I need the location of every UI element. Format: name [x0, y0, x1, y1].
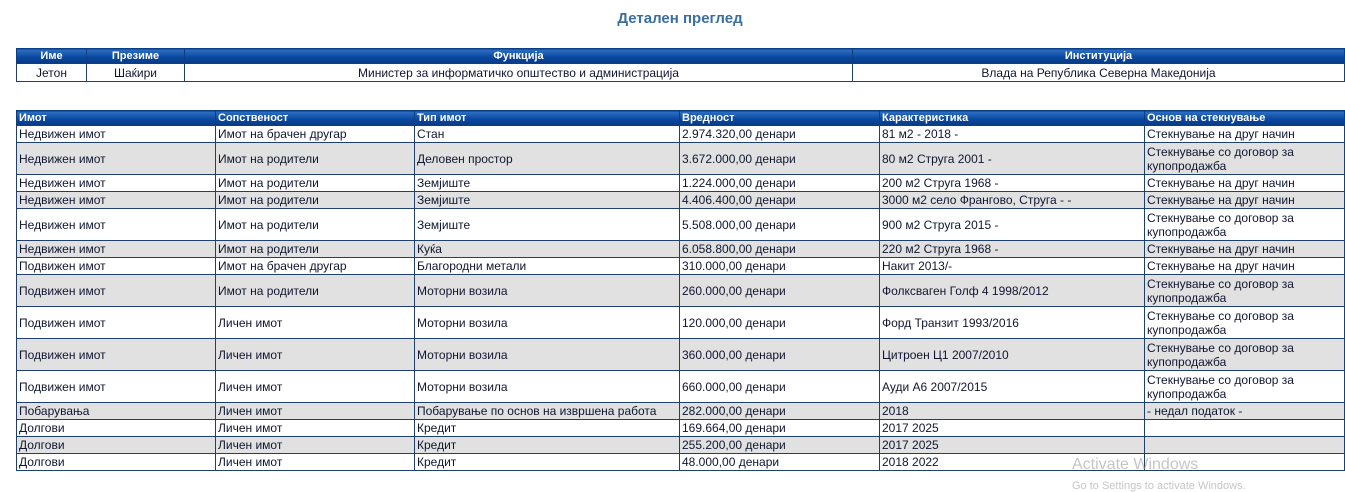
cell-asset-type: Моторни возила	[415, 339, 680, 371]
cell-acquisition-basis: Стекнување со договор за купопродажба	[1145, 143, 1345, 175]
cell-ownership: Имот на брачен другар	[216, 258, 415, 275]
table-row	[17, 241, 1345, 258]
asset-table	[16, 110, 1345, 471]
table-row	[17, 420, 1345, 437]
table-row	[17, 126, 1345, 143]
table-row	[17, 209, 1345, 241]
cell-value: 360.000,00 денари	[680, 339, 880, 371]
cell-ownership: Личен имот	[216, 403, 415, 420]
cell-asset: Подвижен имот	[17, 275, 216, 307]
cell-asset: Недвижен имот	[17, 192, 216, 209]
activate-windows-subtitle: Go to Settings to activate Windows.	[1072, 480, 1246, 492]
official-info-table	[16, 48, 1345, 82]
cell-asset: Подвижен имот	[17, 371, 216, 403]
table-row	[17, 175, 1345, 192]
cell-characteristic: Форд Транзит 1993/2016	[880, 307, 1145, 339]
cell-asset-type: Моторни возила	[415, 371, 680, 403]
cell-ownership: Имот на родители	[216, 275, 415, 307]
cell-ownership: Личен имот	[216, 339, 415, 371]
cell-characteristic: 200 м2 Струга 1968 -	[880, 175, 1145, 192]
cell-asset: Подвижен имот	[17, 339, 216, 371]
cell-acquisition-basis: Стекнување со договор за купопродажба	[1145, 209, 1345, 241]
cell-characteristic: 3000 м2 село Франгово, Струга - -	[880, 192, 1145, 209]
table-row	[17, 192, 1345, 209]
cell-ownership: Имот на родители	[216, 192, 415, 209]
cell-asset-type: Моторни возила	[415, 307, 680, 339]
cell-asset: Долгови	[17, 454, 216, 471]
cell-acquisition-basis: Стекнување на друг начин	[1145, 126, 1345, 143]
header-first-name: Име	[17, 49, 87, 64]
header-asset-type: Тип имот	[415, 111, 680, 126]
cell-ownership: Имот на родители	[216, 209, 415, 241]
cell-value: 3.672.000,00 денари	[680, 143, 880, 175]
cell-acquisition-basis: - недал податок -	[1145, 403, 1345, 420]
cell-value: 260.000,00 денари	[680, 275, 880, 307]
cell-value: 4.406.400,00 денари	[680, 192, 880, 209]
official-header-row	[17, 49, 1345, 64]
cell-characteristic: Фолксваген Голф 4 1998/2012	[880, 275, 1145, 307]
cell-value: 2.974.320,00 денари	[680, 126, 880, 143]
official-row	[17, 64, 1345, 82]
cell-value: 169.664,00 денари	[680, 420, 880, 437]
asset-header-row	[17, 111, 1345, 126]
table-row	[17, 307, 1345, 339]
cell-value: 310.000,00 денари	[680, 258, 880, 275]
header-last-name: Презиме	[87, 49, 185, 64]
cell-acquisition-basis: Стекнување на друг начин	[1145, 241, 1345, 258]
header-value: Вредност	[680, 111, 880, 126]
header-institution: Институција	[853, 49, 1345, 64]
cell-asset-type: Кредит	[415, 420, 680, 437]
cell-asset: Недвижен имот	[17, 175, 216, 192]
cell-asset-type: Земјиште	[415, 192, 680, 209]
header-ownership: Сопственост	[216, 111, 415, 126]
cell-characteristic: Накит 2013/-	[880, 258, 1145, 275]
cell-characteristic: 2018 2022	[880, 454, 1145, 471]
activate-windows-watermark: Activate Windows	[1072, 456, 1199, 473]
table-row	[17, 258, 1345, 275]
cell-asset-type: Куќа	[415, 241, 680, 258]
cell-asset: Побарувања	[17, 403, 216, 420]
cell-value: 660.000,00 денари	[680, 371, 880, 403]
cell-ownership: Имот на родители	[216, 143, 415, 175]
table-row	[17, 339, 1345, 371]
cell-asset: Недвижен имот	[17, 143, 216, 175]
cell-characteristic: Цитроен Ц1 2007/2010	[880, 339, 1145, 371]
cell-asset: Недвижен имот	[17, 241, 216, 258]
cell-asset-type: Земјиште	[415, 209, 680, 241]
cell-ownership: Имот на родители	[216, 241, 415, 258]
cell-acquisition-basis	[1145, 454, 1345, 471]
cell-characteristic: 900 м2 Струга 2015 -	[880, 209, 1145, 241]
table-row	[17, 454, 1345, 471]
cell-last-name: Шаќири	[87, 64, 185, 82]
cell-acquisition-basis	[1145, 437, 1345, 454]
page-title: Детален преглед	[617, 10, 743, 27]
table-row	[17, 275, 1345, 307]
cell-acquisition-basis: Стекнување со договор за купопродажба	[1145, 307, 1345, 339]
header-asset: Имот	[17, 111, 216, 126]
table-row	[17, 143, 1345, 175]
header-acquisition-basis: Основ на стекнување	[1145, 111, 1345, 126]
table-row	[17, 403, 1345, 420]
cell-asset-type: Деловен простор	[415, 143, 680, 175]
cell-ownership: Личен имот	[216, 371, 415, 403]
cell-acquisition-basis: Стекнување со договор за купопродажба	[1145, 339, 1345, 371]
cell-characteristic: 2017 2025	[880, 437, 1145, 454]
cell-acquisition-basis: Стекнување со договор за купопродажба	[1145, 275, 1345, 307]
header-characteristic: Карактеристика	[880, 111, 1145, 126]
header-function: Функција	[185, 49, 853, 64]
cell-characteristic: Ауди А6 2007/2015	[880, 371, 1145, 403]
cell-characteristic: 80 м2 Струга 2001 -	[880, 143, 1145, 175]
cell-asset-type: Земјиште	[415, 175, 680, 192]
cell-value: 48.000,00 денари	[680, 454, 880, 471]
cell-asset-type: Стан	[415, 126, 680, 143]
table-row	[17, 437, 1345, 454]
cell-characteristic: 81 м2 - 2018 -	[880, 126, 1145, 143]
cell-asset: Недвижен имот	[17, 209, 216, 241]
cell-ownership: Имот на родители	[216, 175, 415, 192]
cell-characteristic: 2018	[880, 403, 1145, 420]
cell-first-name: Јетон	[17, 64, 87, 82]
cell-asset: Подвижен имот	[17, 258, 216, 275]
cell-asset-type: Кредит	[415, 454, 680, 471]
cell-function: Министер за информатичко општество и администрација	[185, 64, 853, 82]
table-row	[17, 371, 1345, 403]
cell-ownership: Личен имот	[216, 454, 415, 471]
cell-characteristic: 2017 2025	[880, 420, 1145, 437]
cell-acquisition-basis: Стекнување на друг начин	[1145, 192, 1345, 209]
cell-value: 120.000,00 денари	[680, 307, 880, 339]
cell-value: 255.200,00 денари	[680, 437, 880, 454]
cell-value: 6.058.800,00 денари	[680, 241, 880, 258]
cell-value: 1.224.000,00 денари	[680, 175, 880, 192]
cell-asset-type: Побарување по основ на извршена работа	[415, 403, 680, 420]
cell-acquisition-basis: Стекнување на друг начин	[1145, 175, 1345, 192]
cell-asset-type: Моторни возила	[415, 275, 680, 307]
cell-acquisition-basis: Стекнување на друг начин	[1145, 258, 1345, 275]
cell-ownership: Личен имот	[216, 420, 415, 437]
cell-value: 282.000,00 денари	[680, 403, 880, 420]
cell-acquisition-basis	[1145, 420, 1345, 437]
cell-ownership: Личен имот	[216, 437, 415, 454]
cell-asset: Долгови	[17, 437, 216, 454]
cell-institution: Влада на Република Северна Македонија	[853, 64, 1345, 82]
cell-asset-type: Кредит	[415, 437, 680, 454]
cell-characteristic: 220 м2 Струга 1968 -	[880, 241, 1145, 258]
cell-ownership: Личен имот	[216, 307, 415, 339]
cell-value: 5.508.000,00 денари	[680, 209, 880, 241]
cell-asset: Подвижен имот	[17, 307, 216, 339]
cell-ownership: Имот на брачен другар	[216, 126, 415, 143]
cell-asset-type: Благородни метали	[415, 258, 680, 275]
cell-asset: Недвижен имот	[17, 126, 216, 143]
cell-asset: Долгови	[17, 420, 216, 437]
cell-acquisition-basis: Стекнување со договор за купопродажба	[1145, 371, 1345, 403]
